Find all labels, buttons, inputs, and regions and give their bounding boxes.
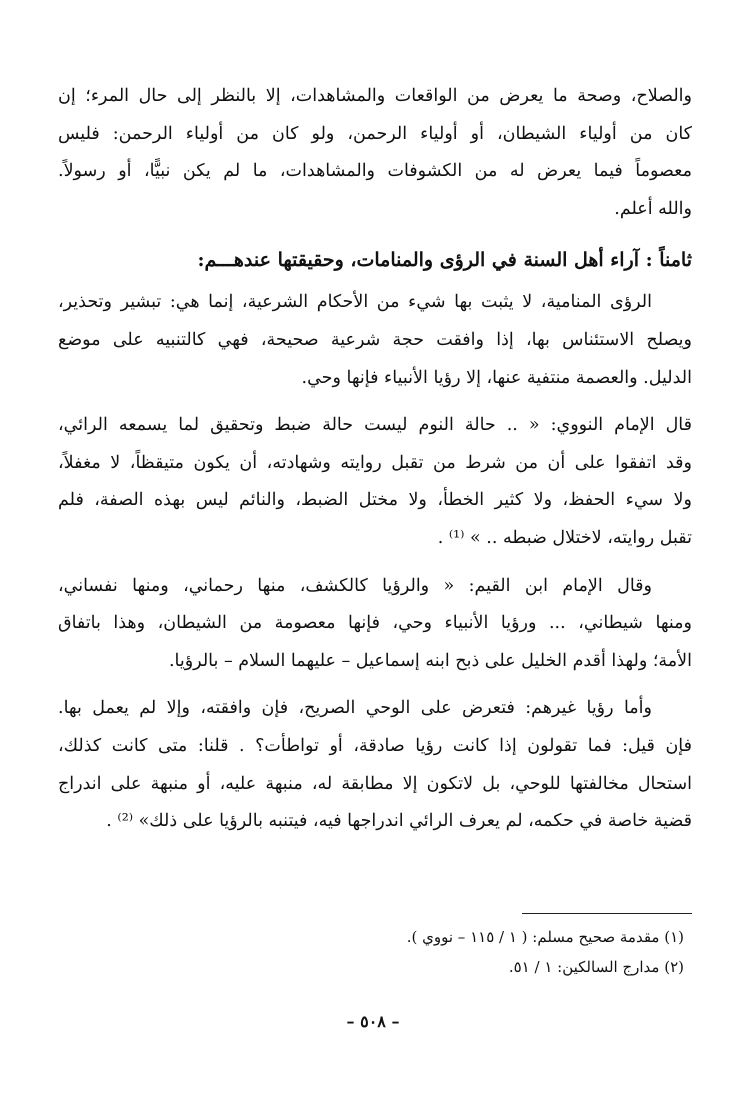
- text-line: وقد اتفقوا على أن من شرط من تقبل روايته وشهادته، أن يكون متيقظاً، لا مغفلاً،: [58, 452, 692, 473]
- paragraph-2: [58, 284, 692, 397]
- paragraph-4: [58, 568, 692, 681]
- text-line: الدليل. والعصمة منتفية عنها، إلا رؤيا الأنبياء فإنها وحي.: [301, 367, 692, 388]
- footnote-divider: [522, 913, 692, 914]
- footnote-1: (١) مقدمة صحيح مسلم: ( ١ / ١١٥ – نووي ).: [406, 928, 684, 946]
- text-line: ومنها شيطاني، ... ورؤيا الأنبياء وحي، فإنها معصومة من الشيطان، وهذا باتفاق: [58, 613, 692, 634]
- text-line: فإن قيل: فما تقولون إذا كانت رؤيا صادقة، أو تواطأت؟ . قلنا: متى كانت كذلك،: [58, 735, 692, 756]
- paragraph-1: [58, 78, 692, 228]
- text-line: كان من أولياء الشيطان، أو أولياء الرحمن، ولو كان من أولياء الرحمن: فليس: [58, 123, 692, 144]
- text-line: الرؤى المنامية، لا يثبت بها شيء من الأحكام الشرعية، إنما هي: تبشير وتحذير،: [58, 292, 652, 313]
- footnote-2: (٢) مدارج السالكين: ١ / ٥١.: [508, 958, 684, 976]
- page-number: – ٥٠٨ –: [346, 1012, 400, 1031]
- page-body: [58, 78, 692, 841]
- text-line: وقال الإمام ابن القيم: « والرؤيا كالكشف، منها رحماني، ومنها نفساني،: [58, 575, 652, 596]
- text-line: ويصلح الاستئناس بها، إذا وافقت حجة شرعية صحيحة، فهي كالتنبيه على موضع: [58, 329, 692, 350]
- paragraph-3: [58, 407, 692, 557]
- text-line: والصلاح، وصحة ما يعرض من الواقعات والمشاهدات، إلا بالنظر إلى حال المرء؛ إن: [58, 86, 692, 106]
- paragraph-5: [58, 690, 692, 840]
- footnotes: [84, 922, 684, 982]
- section-heading: ثامناً : آراء أهل السنة في الرؤى والمنامات، وحقيقتها عندهـــم:: [197, 249, 692, 272]
- text-line: تقبل روايته، لاختلال ضبطه .. » ⁽¹⁾ .: [437, 527, 692, 548]
- text-line: والله أعلم.: [614, 198, 692, 219]
- text-line: استحال مخالفتها للوحي، بل لاتكون إلا مطابقة له، منبهة عليه، أو منبهة على اندراج: [58, 773, 692, 794]
- text-line: ولا سيء الحفظ، ولا كثير الخطأ، ولا مختل الضبط، والنائم ليس بهذه الصفة، فلم: [58, 490, 692, 511]
- text-line: وأما رؤيا غيرهم: فتعرض على الوحي الصريح، فإن وافقته، وإلا لم يعمل بها.: [58, 698, 652, 719]
- text-line: الأمة؛ ولهذا أقدم الخليل على ذبح ابنه إسماعيل – عليهما السلام – بالرؤيا.: [168, 650, 692, 671]
- text-line: معصوماً فيما يعرض له من الكشوفات والمشاهدات، ما لم يكن نبيًّا، أو رسولاً.: [58, 161, 692, 182]
- text-line: قال الإمام النووي: « .. حالة النوم ليست حالة ضبط وتحقيق لما يسمعه الرائي،: [58, 415, 692, 436]
- text-line: قضية خاصة في حكمه، لم يعرف الرائي اندراجها فيه، فيتنبه بالرؤيا على ذلك» ⁽²⁾ .: [106, 811, 692, 832]
